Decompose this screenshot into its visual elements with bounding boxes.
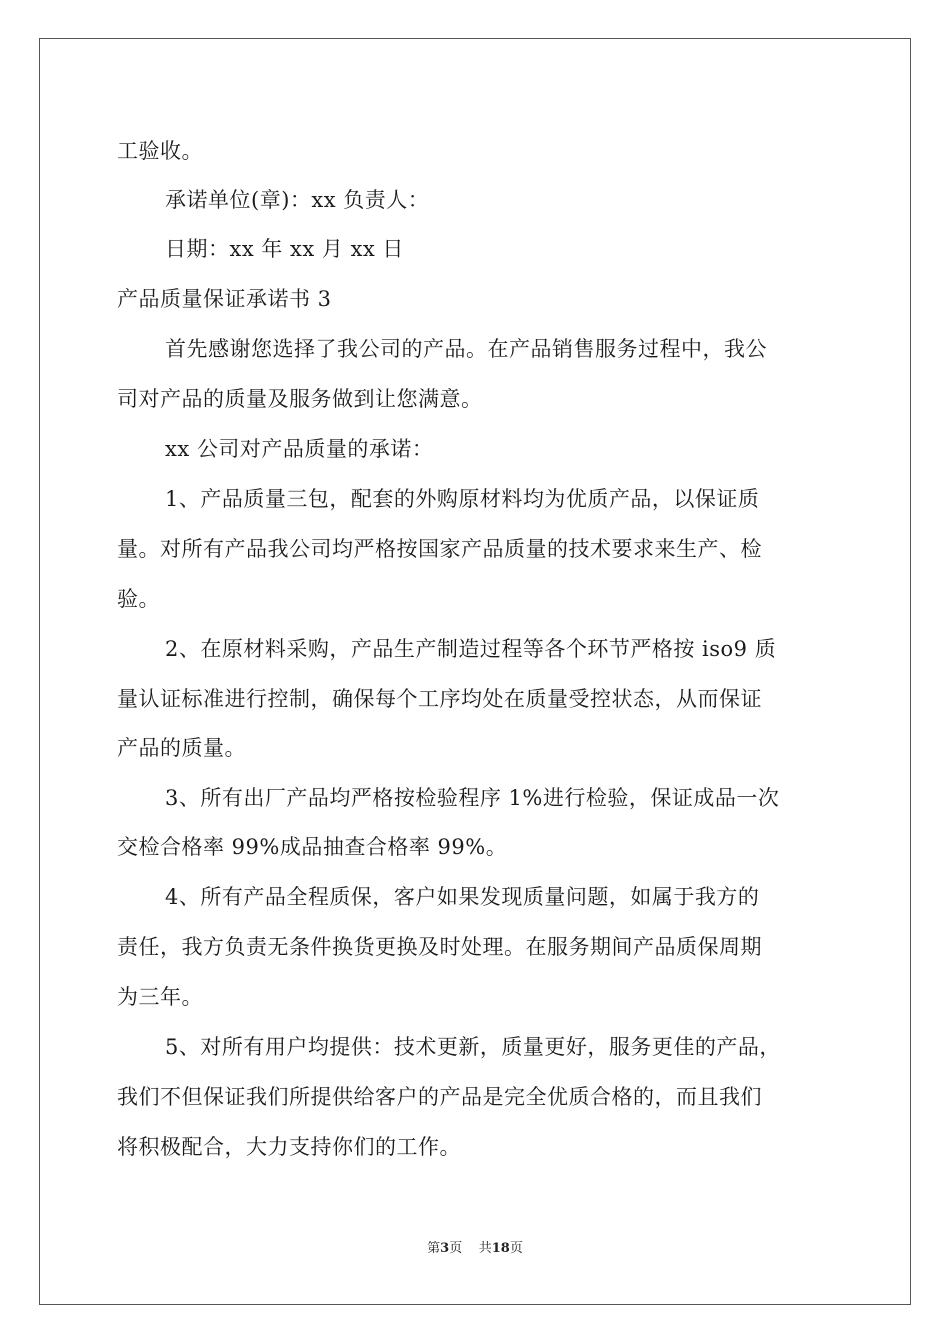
page-footer — [0, 1240, 950, 1258]
total-pages-number: 18 — [491, 1241, 510, 1256]
text-line: xx 公司对产品质量的承诺： — [165, 437, 434, 461]
text-line: 首先感谢您选择了我公司的产品。在产品销售服务过程中，我公 — [165, 337, 767, 361]
text-line: 为三年。 — [117, 985, 203, 1009]
text-line: 我们不但保证我们所提供给客户的产品是完全优质合格的，而且我们 — [117, 1085, 762, 1109]
text-line: 2、在原材料采购，产品生产制造过程等各个环节严格按 iso9 质 — [165, 637, 777, 661]
text-line: 交检合格率 99%成品抽查合格率 99%。 — [117, 835, 508, 859]
signature-unit-line: 承诺单位(章)：xx 负责人： — [165, 188, 430, 212]
text-line: 4、所有产品全程质保，客户如果发现质量问题，如属于我方的 — [165, 885, 760, 909]
text-line: 将积极配合，大力支持你们的工作。 — [117, 1135, 461, 1159]
text-line: 5、对所有用户均提供：技术更新，质量更好，服务更佳的产品， — [165, 1035, 781, 1059]
date-line: 日期：xx 年 xx 月 xx 日 — [165, 237, 404, 261]
text-line: 产品的质量。 — [117, 736, 246, 760]
section-heading: 产品质量保证承诺书 3 — [117, 287, 332, 311]
text-line: 工验收。 — [117, 139, 203, 163]
footer-total-suffix: 页 — [509, 1241, 523, 1256]
footer-prefix: 第 — [427, 1241, 441, 1256]
text-line: 量。对所有产品我公司均严格按国家产品质量的技术要求来生产、检 — [117, 537, 762, 561]
footer-total-prefix: 共 — [478, 1241, 492, 1256]
text-line: 量认证标准进行控制，确保每个工序均处在质量受控状态，从而保证 — [117, 687, 762, 711]
text-line: 司对产品的质量及服务做到让您满意。 — [117, 387, 483, 411]
current-page-number: 3 — [440, 1241, 450, 1256]
text-line: 验。 — [117, 587, 160, 611]
text-line: 3、所有出厂产品均严格按检验程序 1%进行检验，保证成品一次 — [165, 786, 780, 810]
page-border — [39, 38, 911, 1305]
text-line: 责任，我方负责无条件换货更换及时处理。在服务期间产品质保周期 — [117, 935, 762, 959]
text-line: 1、产品质量三包，配套的外购原材料均为优质产品，以保证质 — [165, 487, 760, 511]
footer-page-suffix: 页 — [449, 1241, 463, 1256]
